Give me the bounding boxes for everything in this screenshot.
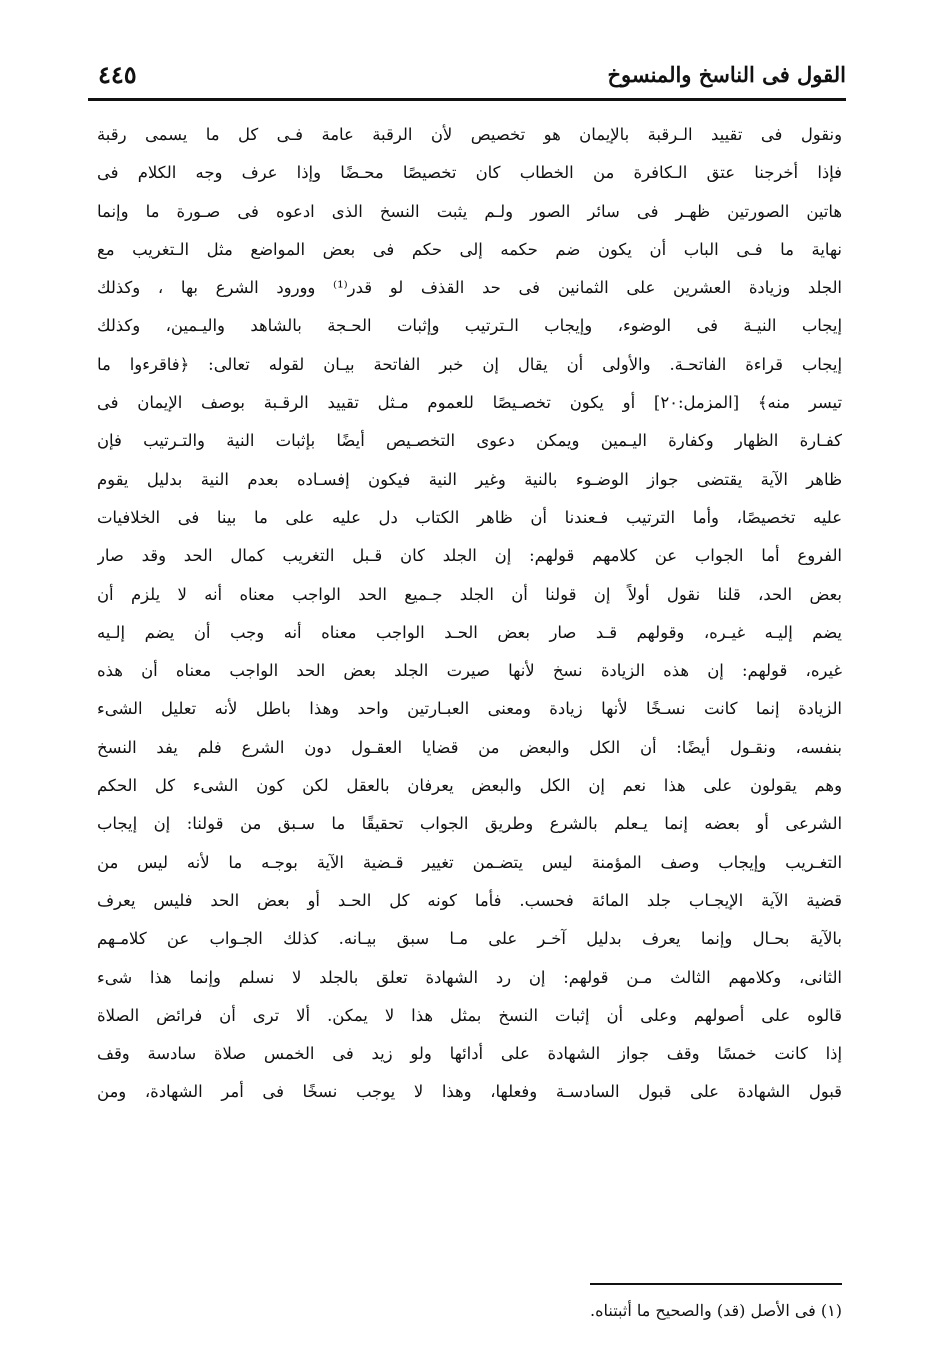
text-line: ظاهر الآية يقتضى جواز الوضـوء بالنية وغير النية فيكون إفسـاده بعدم النية بدليل يقوم bbox=[97, 469, 842, 489]
page-header bbox=[88, 58, 846, 94]
footnote-rule bbox=[590, 1283, 842, 1285]
text-line: الزيادة إنما كانت نسـخًا لأنها زيادة ومعنى العبـارتين واحد وهذا باطل لأنه تعليل الشىء bbox=[97, 699, 842, 719]
text-line: قالوه على أصولهم وعلى أن إثبات النسخ بمثل هذا لا يمكن. ألا ترى أن فرائض الصلاة bbox=[97, 1005, 842, 1025]
text-line: هاتين الصورتين ظهـر فى سائر الصور ولـم يثبت النسخ الذى ادعوه فى صـورة ما وإنما bbox=[97, 201, 842, 221]
main-text bbox=[97, 116, 842, 1112]
text-line: كفـارة الظهار وكفارة اليـمين ويمكن دعوى التخصـيص أيضًا بإثبات النية والتـرتيب فإن bbox=[97, 431, 842, 451]
text-line: إذا كانت خمسًا وقف جواز الشهادة على أدائها ولو زيد فى الخمس صلاة سادسة وقف bbox=[97, 1044, 842, 1064]
header-rule bbox=[88, 98, 846, 101]
text-line: قضية الآية الإيجـاب جلد المائة فحسب. فأما كونه كل الحـد أو بعض الحد فليس يعرف bbox=[97, 890, 842, 910]
text-line: فإذا أخرجنا عتق الـكافرة من الخطاب كان تخصيصًا محـضًا وإذا عرف وجه الكلام فى bbox=[97, 163, 842, 183]
running-title: القول فى الناسخ والمنسوخ bbox=[607, 62, 846, 87]
text-line: تيسر منه﴾ [المزمل:٢٠] أو يكون تخصـيصًا للعموم مـثل تقييد الرقـبة بوصف الإيمان فى bbox=[97, 393, 842, 413]
text-line: الثانى، وكلامهم الثالث مـن قولهم: إن رد الشهادة تعلق بالجلد لا نسلم وإنما هذا شىء bbox=[97, 967, 842, 987]
text-line: عليه تخصيصًا، وأما الترتيب فـعندنا أن ظاهر الكتاب دل عليه على ما بينا فى الخلافيات bbox=[97, 507, 842, 527]
page-number: ٤٤٥ bbox=[98, 60, 137, 89]
text-line: التغـريب وإيجاب وصف المؤمنة ليس يتضـمن تغيير قـضية الآية بوجـه ما لأنه ليس من bbox=[97, 852, 842, 872]
text-line: بالآية بحـال وإنما يعرف بدليل آخـر على مـا سبق بيـانه. كذلك الجـواب عن كلامـهم bbox=[97, 929, 842, 949]
text-line: وهم يقولون على هذا نعم إن الكل والبعض يعرفان بالعقل لكن كون الشىء كل الحكم bbox=[97, 776, 842, 796]
text-line: قبول الشهادة على قبول السادسـة وفعلها، وهذا لا يوجب نسخًا فى أمر الشهادة، ومن bbox=[97, 1082, 842, 1102]
text-line: بنفسه، ونقـول أيضًا: أن الكل والبعض من قضايا العقـول دون الشرع فلم يفد النسخ bbox=[97, 737, 842, 757]
footnote: (١) فى الأصل (قد) والصحيح ما أثبتناه. bbox=[590, 1301, 842, 1320]
text-line: الجلد وزيادة العشرين على الثمانين فى حد القذف لو قدر⁽¹⁾ وورود الشرع بها ، وكذلك bbox=[97, 278, 842, 298]
text-line: إيجاب النيـة فى الوضوء، وإيجاب الـترتيب وإثبات الحـجة بالشاهد واليـمين، وكذلك bbox=[97, 316, 842, 336]
text-line: غيره، قولهم: إن هذه الزيادة نسخ لأنها صيرت الجلد بعض الحد الواجب معناه أن هذه bbox=[97, 661, 842, 681]
text-line: نهاية ما فـى الباب أن يكون ضم حكمه إلى حكم فى بعض المواضع مثل الـتغريب مع bbox=[97, 239, 842, 259]
text-line: يضم إليـه غيـره، وقولهم قـد صار بعض الحـد الواجب معناه أنه وجب أن يضم إلـيه bbox=[97, 622, 842, 642]
text-line: ونقول فى تقييد الـرقبة بالإيمان هو تخصيص لأن الرقبة عامة فـى كل ما يسمى رقبة bbox=[97, 125, 842, 144]
text-line: إيجاب قراءة الفاتحـة. والأولى أن يقال إن خبر الفاتحة بيـان لقوله تعالى: ﴿فاقرءوا ما bbox=[97, 354, 842, 374]
text-line: بعض الحد، قلنا نقول أولاً إن قولنا أن الجلد جـميع الحد الواجب معناه أنه لا يلزم أن bbox=[97, 584, 842, 604]
text-line: الفروع أما الجواب عن كلامهم قولهم: إن الجلد كان قـبل التغريب كمال الحد وقد صار bbox=[97, 546, 842, 566]
text-line: الشرعى أو بعضه إنما يـعلم بالشرع وطريق الجواب تحقيقًا ما سـبق من قولنا: إن إيجاب bbox=[97, 814, 842, 834]
